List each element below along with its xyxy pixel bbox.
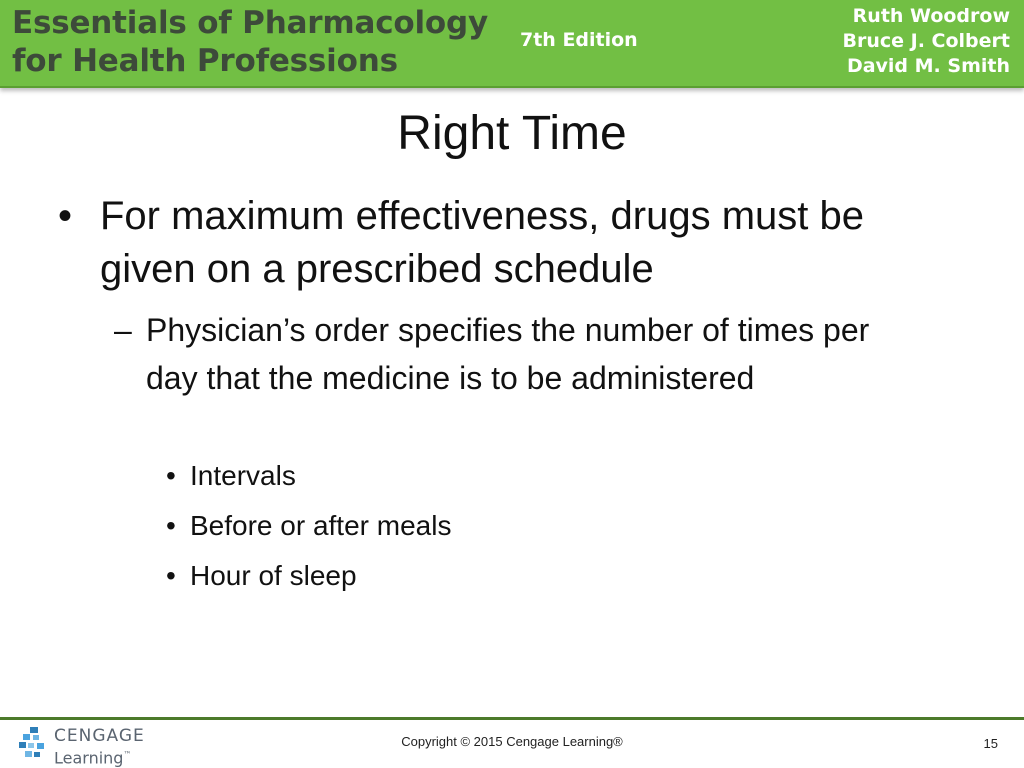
- bullet-text: Intervals: [190, 460, 296, 491]
- copyright-text: Copyright © 2015 Cengage Learning®: [401, 734, 623, 749]
- edition-label: 7th Edition: [520, 29, 638, 51]
- logo-line2-text: Learning: [54, 748, 124, 768]
- slide-title: Right Time: [397, 107, 627, 160]
- bullet-level2: [114, 306, 926, 402]
- book-title-line2: for Health Professions: [12, 43, 398, 79]
- header-banner: [0, 0, 1024, 88]
- dash-marker: –: [114, 312, 132, 348]
- bullet-marker: •: [166, 460, 176, 491]
- bullet-marker: •: [58, 194, 73, 238]
- bullet-marker: •: [166, 510, 176, 541]
- author-name: Ruth Woodrow: [852, 5, 1010, 27]
- bullet-marker: •: [166, 560, 176, 591]
- bullet-text: Hour of sleep: [190, 560, 357, 591]
- bullet-text: Before or after meals: [190, 510, 452, 541]
- book-title: [12, 4, 488, 80]
- bullet-level3: [166, 509, 452, 543]
- author-list: [843, 4, 1011, 79]
- bullet-text: For maximum effectiveness, drugs must be given on a prescribed schedule: [100, 194, 864, 291]
- bullet-level3: [166, 559, 357, 593]
- page-number: 15: [983, 736, 998, 751]
- author-name: David M. Smith: [846, 55, 1010, 77]
- bullet-level1: [58, 190, 940, 296]
- logo-line1: CENGAGE: [54, 726, 145, 746]
- logo-line2: [54, 746, 145, 767]
- footer-divider: [0, 717, 1024, 720]
- author-name: Bruce J. Colbert: [842, 30, 1010, 52]
- book-title-line1: Essentials of Pharmacology: [12, 5, 488, 41]
- bullet-level3: [166, 459, 296, 493]
- bullet-text: Physician’s order specifies the number of times per day that the medicine is to be administered: [146, 312, 870, 396]
- logo-tm: ™: [123, 750, 132, 759]
